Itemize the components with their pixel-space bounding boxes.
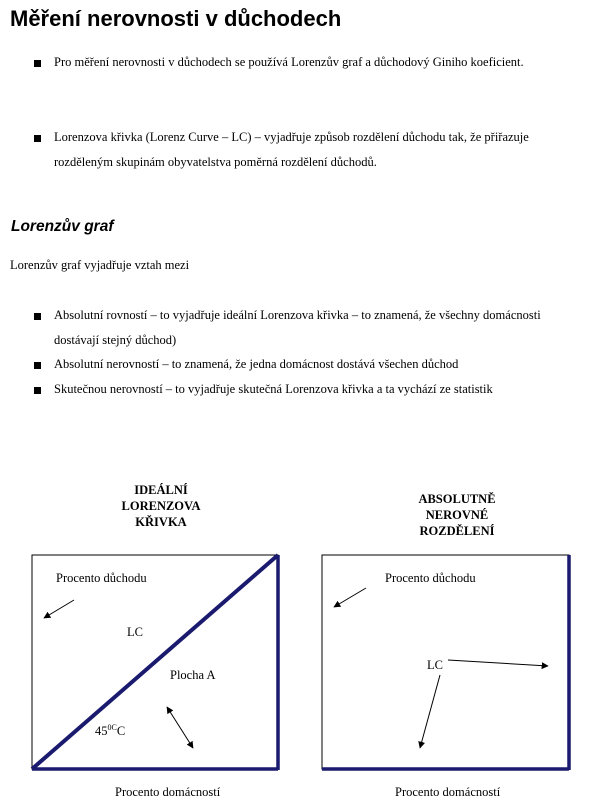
intro-bullet-text: Pro měření nerovnosti v důchodech se používá Lorenzův graf a důchodový Giniho koeficient. (54, 55, 524, 69)
section-bullet-text: Absolutní rovností – to vyjadřuje ideální Lorenzova křivka – to znamená, že všechny domácnosti dostávají stejný důchod) (54, 308, 541, 347)
left-lc-label: LC (127, 625, 143, 639)
diagram-right-title-line: ABSOLUTNĚ (418, 492, 496, 506)
left-angle-label: $45^{0C}C$ (95, 723, 126, 739)
section-title: Lorenzův graf (11, 218, 114, 235)
diagram-right-title-line: NEROVNÉ (425, 508, 489, 522)
right-x-label: Procento domácností (395, 785, 501, 799)
right-lc-label: LC (427, 658, 443, 672)
left-pointer-arrow (44, 600, 74, 618)
left-double-arrow (167, 707, 193, 748)
diagram-left-title-line: IDEÁLNÍ (134, 483, 188, 497)
diagram-left-title-line: KŘIVKA (135, 515, 187, 529)
left-y-label: Procento důchodu (56, 571, 147, 585)
right-diagram-frame (322, 555, 569, 769)
right-pointer-arrow (334, 588, 366, 607)
left-area-label: Plocha A (170, 668, 216, 682)
section-bullet-text: Skutečnou nerovností – to vyjadřuje skutečná Lorenzova křivka a ta vychází ze statistik (54, 382, 493, 396)
right-lc-arrow-horizontal (448, 660, 548, 666)
page-title: Měření nerovnosti v důchodech (10, 6, 342, 31)
right-lc-arrow-down (420, 675, 440, 748)
right-y-label: Procento důchodu (385, 571, 476, 585)
section-bullet-text: Absolutní nerovností – to znamená, že jedna domácnost dostává všechen důchod (54, 357, 459, 371)
intro-bullet-text: Lorenzova křivka (Lorenz Curve – LC) – vyjadřuje způsob rozdělení důchodu tak, že přiřazuje rozděleným skupinám obyvatelstva poměrná rozdělení důchodů. (54, 130, 529, 169)
diagram-right-title-line: ROZDĚLENÍ (419, 524, 495, 538)
ideal-lorenz-line (32, 555, 278, 769)
diagram-left-title-line: LORENZOVA (121, 499, 201, 513)
section-intro: Lorenzův graf vyjadřuje vztah mezi (10, 258, 190, 272)
left-x-label: Procento domácností (115, 785, 221, 799)
